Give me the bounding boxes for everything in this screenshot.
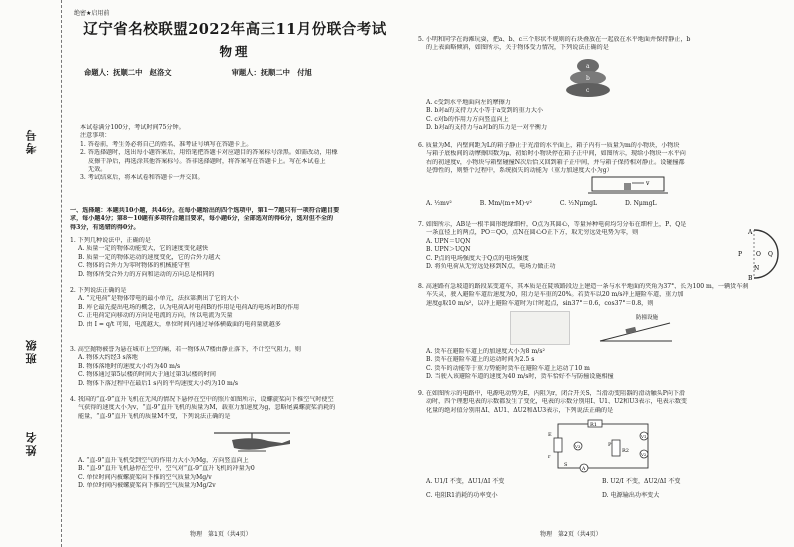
option-c: C. 电阻R1消耗的功率变小 [426,492,498,500]
option-d: D. b对a的支持力与a对b的压力是一对平衡力 [426,124,548,132]
exam-title: 辽宁省名校联盟2022年高三11月份联合考试 [83,21,387,38]
notes-title: 注意事项： [80,132,111,140]
option-d: D. NμmgL [625,200,657,207]
crash-barrier-label: 防撞设施 [636,315,659,321]
question-stem: 气获得的速度大小为v，“直-9”直升飞机的质量为M，载重力加速度为g，忽略尾翼螺旋桨消耗的 [78,404,336,412]
point-q-label: Q [768,251,773,258]
question-stem: 速度g取10 m/s²，以冲上避险车道时为计时起点，sin37°＝0.6，cos37°＝0.8，则 [426,299,654,307]
road-photo [510,311,570,345]
point-p-label: P [738,251,743,258]
option-b: B. 质量一定的物体运动的速度变化，它的合外力越大 [78,253,221,261]
question-7 [418,221,718,271]
author-name: 命题人：抚顺二中 赵洛文 [84,68,172,77]
ammeter-label: A [582,467,586,472]
question-4-options [70,457,400,491]
class-label: 班级 [25,338,38,364]
question-4 [70,396,400,421]
option-d: D. 将负电荷从无穷远处移到N点，电场力做正功 [426,263,556,271]
score-line: 本试卷满分100分，考试时间75分钟。 [80,124,185,131]
note-line: 无效。 [88,166,107,174]
question-stem: 9. 在如图所示的电路中，电源电动势为E，内阻为r，闭合开关S，当滑动变阻器的滑动触头P向下滑 [418,390,686,397]
option-c: C. 正电荷定向移动的方向是电流的方向，所以电流为矢量 [78,312,233,320]
option-b: B. 库仑最先提出电场的概念，认为电荷A对电荷B的作用是电荷A的电场对B的作用 [78,303,300,311]
question-stem: 的上表面略倾斜，如图所示，关于物体受力情况，下列说法正确的是 [426,44,609,52]
option-b: B. Mm/(m+M)·v² [479,200,532,207]
option-a: A. 物体大约经3 s落地 [78,354,138,362]
page-footer-right: 物理 第2页（共4页） [540,531,602,538]
question-stem: 5. 小明和同学在海滩玩耍，把a、b、c三个形状不规则的石块叠放在一起放在水平地面并保持静止，b [418,36,691,43]
box-figure [588,174,668,196]
option-c: C. c对b的作用力方向竖直向上 [426,115,509,123]
question-6 [418,142,788,176]
question-stem: 3. 高空抛物被誉为悬在城市上空的痛，若一物体从7楼由静止落下，不计空气阻力，则 [70,346,302,353]
point-b-label: B [748,275,753,282]
option-b: B. 货车在避险车道上的运动时间为2.5 s [426,356,535,364]
point-n-label: N [754,265,760,272]
question-stem: 一条直径上的两点，PO＝QO，点N在圆心O正下方，取无穷远处电势为零，则 [426,229,639,237]
switch-label: S [564,462,568,468]
question-stem: 能量，“直-9”直升飞机的质量M不变，下列说法正确的是 [78,412,231,420]
question-stem: 6. 质量为M、内壁间距为L的箱子静止于光滑的水平面上，箱子内有一质量为m的小物块，小物块 [418,142,680,149]
option-c: C. 物体的合外力为零时物体的机械能守恒 [78,262,190,270]
question-stem: 与箱子底板间的动摩擦因数为μ，初始时小物块停在箱子正中间，如图所示，现给小物块一水平向 [426,150,686,158]
option-a: A. “直-9”直升飞机受到空气的作用力大小为Mg，方向竖直向上 [78,457,249,464]
r1-label: R1 [590,422,597,428]
question-9 [418,390,788,415]
option-d: D. 单位时间内被螺旋桨向下推的空气质量为Mg/2v [78,482,216,490]
question-2 [70,287,400,329]
option-b: B. 物体落地时的速度大小约为40 m/s [78,362,181,370]
option-a: A. 货车在避险车道上的加速度大小为8 m/s² [426,348,545,355]
slider-p-label: P [608,442,612,448]
option-d: D. 由 I = q/t 可知，电流越大，单位时间内通过导体横截面的电荷量就越多 [78,320,281,328]
question-8-options [418,348,788,382]
resistance-r-label: r [548,454,551,460]
note-line: 皮擦干净后，再选涂其他答案标号。答非选择题时，将答案写在答题卡上。写在本试卷上 [88,157,326,165]
section-line: 求，每小题4分；第8～10题有多项符合题目要求，每小题6分，全部选对的得6分，选对但不全的 [70,215,334,223]
question-1 [70,237,400,279]
option-b: B. U2/I 不变，ΔU2/ΔI 不变 [602,478,681,485]
question-stem: 1. 下列几种说法中，正确的是 [70,237,151,244]
emf-label: E [548,432,552,438]
question-stem: 8. 高速路有急坡道的路段某变道车，其本质是在陡坡路段边上建造一条与水平地面的夹角为37°、长为100 m，一辆货车刹 [418,283,749,290]
option-a: A. ½mv² [426,200,452,207]
semicircle-figure [724,226,784,282]
reviewer-name: 审题人：抚顺二中 付旭 [231,68,312,77]
section-one-header [70,207,400,232]
question-stem: 车失灵，驶入避险车道后速度为0，阻力是车重的20%。若货车以20 m/s冲上避险车道，重力加 [426,291,684,299]
option-c: C. 物体通过第5层楼的时间大于通过第3层楼的时间 [78,371,216,379]
note-line: 2. 答选择题时，选出每小题答案后，用铅笔把答题卡对应题目的答案标号涂黑。如需改动，用橡 [80,149,338,157]
stone-c-label: c [586,87,590,94]
subject-title: 物理 [219,44,251,59]
exam-number-label: 考号 [25,128,38,154]
note-line: 1. 答卷前，考生务必将自己的姓名、准考证号填写在答题卡上。 [80,140,253,148]
option-a: A. 质量一定的物体动能变大，它的速度变化越快 [78,245,209,253]
section-line: 得3分，有选错的得0分。 [70,223,140,231]
option-b: B. “直-9”直升飞机悬停在空中，空气对“直-9”直升飞机的冲量为0 [78,465,255,473]
r2-label: R2 [622,448,629,454]
option-c: C. 单位时间内被螺旋桨向下推的空气质量为Mg/v [78,473,212,481]
note-line: 3. 考试结束后，将本试卷和答题卡一并交回。 [80,174,204,182]
helicopter-figure [210,430,296,456]
question-stem: 2. 下列说法正确的是 [70,287,127,294]
circuit-figure [548,418,658,474]
stones-figure [558,56,618,98]
option-a: A. U1/I 不变，ΔU1/ΔI 不变 [426,478,505,485]
option-d: D. 物体所受合外力的方向和运动的方向总是相同的 [78,270,215,278]
option-c: C. P点的电场强度大于Q点的电场强度 [426,254,529,262]
option-d: D. 物体下落过程中在最后1 s内的平均速度大小约为10 m/s [78,379,239,387]
question-5-options [418,99,788,133]
stone-b-label: b [586,75,590,82]
point-a-label: A [748,229,753,236]
name-label: 姓名 [25,430,38,456]
option-a: A. “元电荷”是物体带电的最小单元，法拉第测出了它的大小 [78,295,239,303]
question-6-options [426,200,788,208]
option-c: C. ½NμmgL [559,200,598,207]
option-a: A. c受到水平地面向左的摩擦力 [426,99,511,106]
page-footer-left: 物理 第1页（共4页） [190,531,252,538]
section-line: 一、选择题：本题共10小题，共46分。在每小题给出的四个选项中，第1～7题只有一项符合题目要 [70,207,340,214]
option-b: B. b对a的支持力大小等于a受到的重力大小 [426,107,544,115]
option-d: D. 当驶入该避险车道的速度为40 m/s时，货车恰好不与防撞设施相撞 [426,373,614,381]
option-c: C. 货车的动能等于重力势能时货车在避险车道上运动了10 m [426,364,590,372]
question-stem: 4. 我国的“直-9”直升飞机在无风的情况下悬停在空中的照片如图所示，设螺旋桨向下推空气时使空 [70,396,334,403]
option-d: D. 电源输出功率变大 [602,492,660,500]
question-stem: 动时，四个理想电表的示数都发生了变化，电表的示数分别用I、U1、U2和U3表示，电表示数变 [426,398,688,406]
question-stem: 7. 如图所示，AB是一根半圆形绝缘细杆，O点为其圆心，等量异种电荷均匀分布在细杆上，P、Q是 [418,221,687,228]
option-b: B. UPN＞UQN [426,246,471,254]
question-stem: 右的初速度v，小物块与箱壁碰撞N次后恰又回到箱子正中间，并与箱子保持相对静止。设碰撞都 [426,158,685,166]
question-stem: 化量的绝对值分别用ΔI、ΔU1、ΔU2和ΔU3表示，下列说法正确的是 [426,406,614,414]
question-stem: 是弹性的，则整个过程中，系统损失的动能为（重力加速度大小为g） [426,167,613,175]
author-line [74,68,394,78]
point-o-label: O [756,251,761,258]
slope-figure [596,311,676,345]
question-3 [70,346,400,388]
question-5 [418,36,788,53]
box-velocity-label: v [646,180,650,187]
voltmeter3-label: V3 [575,444,581,449]
voltmeter2-label: V2 [641,452,647,457]
binding-strip [0,0,62,547]
stone-a-label: a [586,63,590,70]
question-8 [418,283,788,308]
intro-block [80,124,400,183]
question-9-options [426,478,786,501]
option-a: A. UPN＝UQN [426,237,471,245]
voltmeter1-label: V1 [641,434,647,439]
secret-mark: 绝密★启用前 [74,10,110,17]
